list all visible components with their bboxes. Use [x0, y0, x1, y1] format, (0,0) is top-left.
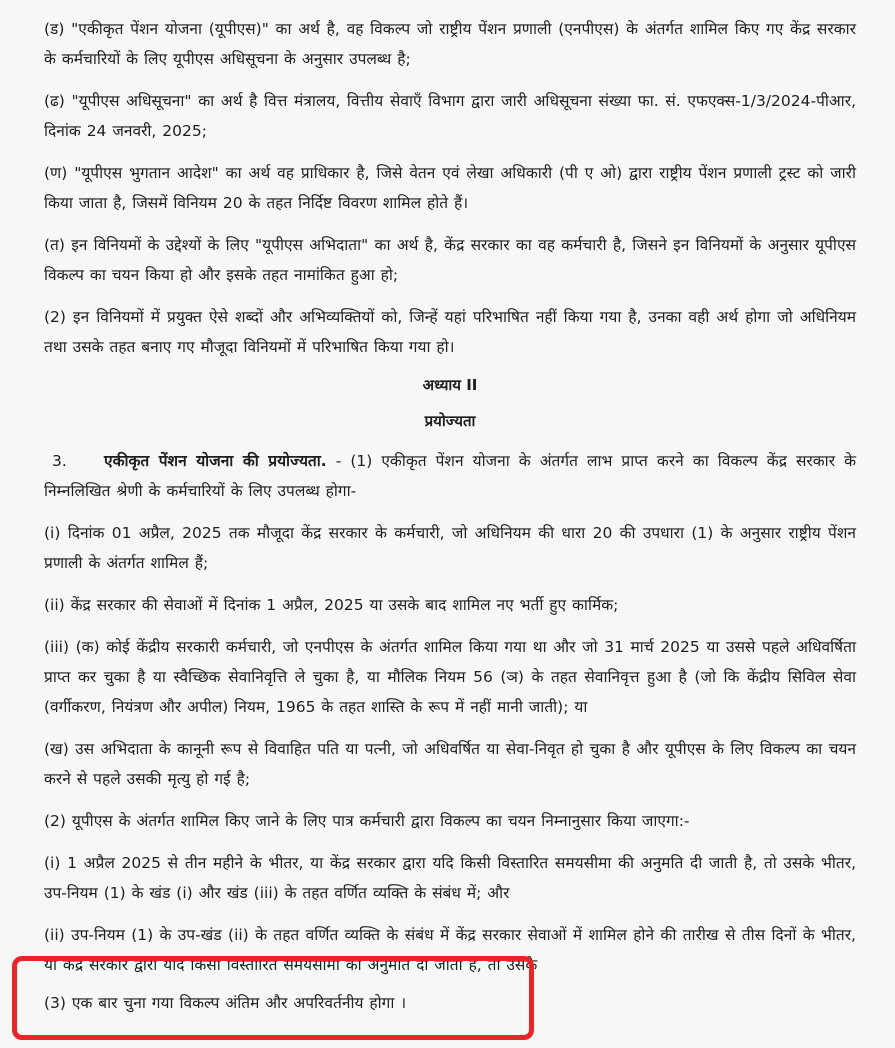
clause-ta: (त) इन विनियमों के उद्देश्यों के लिए "यूपीएस अभिदाता" का अर्थ है, केंद्र सरकार का वह कर्मचारी है, जिसने इन विनियमों के अनुसार यूपीएस विकल्प का चयन किया हो और इसके तहत नामांकित हुआ हो; [44, 236, 856, 284]
section-3 [44, 446, 856, 506]
clause-ii: (ii) केंद्र सरकार की सेवाओं में दिनांक 1 अप्रैल, 2025 या उसके बाद शामिल नए भर्ती हुए कार्मिक; [44, 596, 619, 614]
subregulation-2-definitions: (2) इन विनियमों में प्रयुक्त ऐसे शब्दों और अभिव्यक्तियों को, जिन्हें यहां परिभाषित नहीं किया गया है, उनका वही अर्थ होगा जो अधिनियम तथा उसके तहत बनाए गए मौजूदा विनियमों में परिभाषित किया गया हो। [44, 308, 856, 356]
section-number: 3. [52, 452, 67, 470]
clause-dha: (ढ) "यूपीएस अधिसूचना" का अर्थ है वित्त मंत्रालय, वित्तीय सेवाएँ विभाग द्वारा जारी अधिसूचना संख्या फा. सं. एफएक्स-1/3/2024-पीआर, दिनांक 24 जनवरी, 2025; [44, 92, 856, 140]
clause-iii-ka: (iii) (क) कोई केंद्रीय सरकारी कर्मचारी, जो एनपीएस के अंतर्गत शामिल किया गया था और जो 31 मार्च 2025 या उससे पहले अधिवर्षिता प्राप्त कर चुका है या स्वैच्छिक सेवानिवृत्ति ले चुका है, या मौलिक नियम 56 (ञ) के तहत सेवानिवृत्त हुआ है (जो कि केंद्रीय सिविल सेवा (वर्गीकरण, नियंत्रण और अपील) नियम, 1965 के तहत शास्ति के रूप में नहीं मानी जाती); या [44, 638, 856, 716]
highlighted-clause-3: (3) एक बार चुना गया विकल्प अंतिम और अपरिवर्तनीय होगा । [44, 994, 407, 1012]
section-title: एकीकृत पेंशन योजना की प्रयोज्यता. [104, 452, 327, 470]
clause-i: (i) दिनांक 01 अप्रैल, 2025 तक मौजूदा केंद्र सरकार के कर्मचारी, जो अधिनियम की धारा 20 की उपधारा (1) के अनुसार राष्ट्रीय पेंशन प्रणाली के अंतर्गत शामिल हैं; [44, 524, 856, 572]
chapter-heading: प्रयोज्यता [424, 412, 476, 430]
chapter-title: अध्याय II [422, 376, 478, 394]
option-clause-i: (i) 1 अप्रैल 2025 से तीन महीने के भीतर, या केंद्र सरकार द्वारा यदि किसी विस्तारित समयसीमा की अनुमति दी जाती है, तो उसके भीतर, उप-नियम (1) के खंड (i) और खंड (iii) के तहत वर्णित व्यक्ति के संबंध में; और [44, 854, 856, 902]
subregulation-2-option: (2) यूपीएस के अंतर्गत शामिल किए जाने के लिए पात्र कर्मचारी द्वारा विकल्प का चयन निम्नानुसार किया जाएगा:- [44, 812, 690, 830]
option-clause-ii: (ii) उप-नियम (1) के उप-खंड (ii) के तहत वर्णित व्यक्ति के संबंध में केंद्र सरकार सेवाओं में शामिल होने की तारीख से तीस दिनों के भीतर, या केंद्र सरकार द्वारा यदि किसी विस्तारित समयसीमा की अनुमति दी जाती है, तो उसके [44, 926, 856, 974]
clause-da: (ड) "एकीकृत पेंशन योजना (यूपीएस)" का अर्थ है, वह विकल्प जो राष्ट्रीय पेंशन प्रणाली (एनपीएस) के अंतर्गत शामिल किए गए केंद्र सरकार के कर्मचारियों के लिए यूपीएस अधिसूचना के अनुसार उपलब्ध है; [44, 20, 856, 68]
section-text: - (1) एकीकृत पेंशन योजना के अंतर्गत लाभ प्राप्त करने का विकल्प केंद्र सरकार के निम्नलिखित श्रेणी के कर्मचारियों के लिए उपलब्ध होगा- [44, 452, 856, 500]
document-page [44, 14, 856, 992]
clause-kha: (ख) उस अभिदाता के कानूनी रूप से विवाहित पति या पत्नी, जो अधिवर्षित या सेवा-निवृत हो चुका है और यूपीएस के लिए विकल्प का चयन करने से पहले उसकी मृत्यु हो गई है; [44, 740, 856, 788]
clause-na: (ण) "यूपीएस भुगतान आदेश" का अर्थ वह प्राधिकार है, जिसे वेतन एवं लेखा अधिकारी (पी ए ओ) द्वारा राष्ट्रीय पेंशन प्रणाली ट्रस्ट को जारी किया जाता है, जिसमें विनियम 20 के तहत निर्दिष्ट विवरण शामिल होते हैं। [44, 164, 856, 212]
